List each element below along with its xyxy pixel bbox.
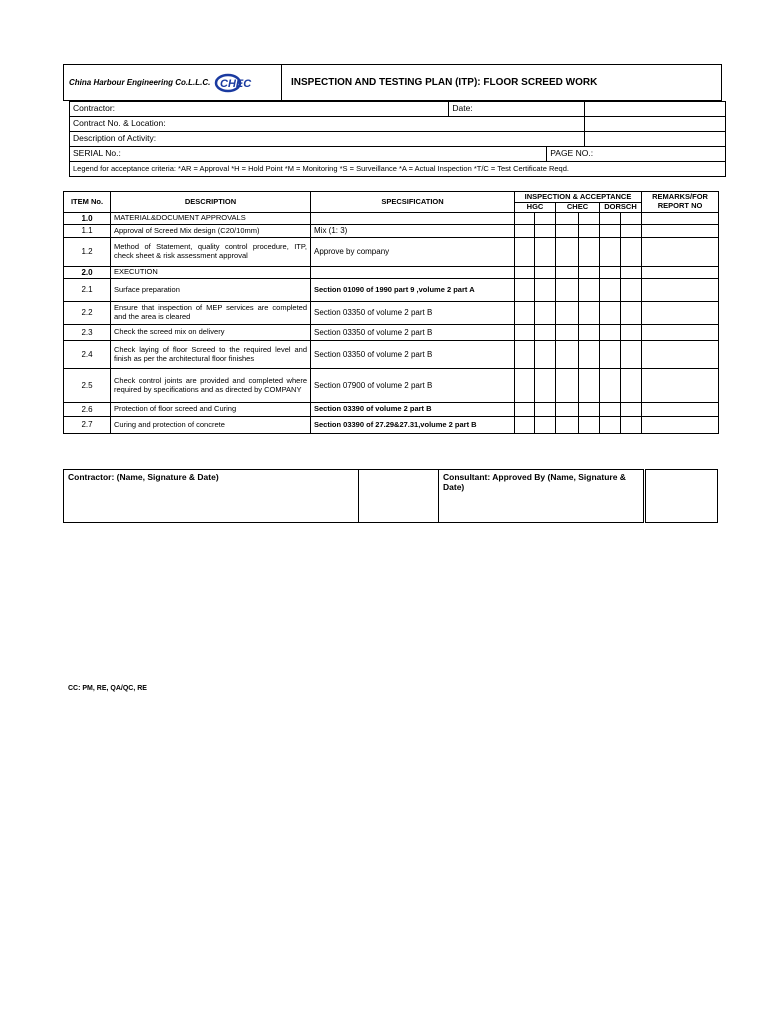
inspection-checkbox-cell[interactable] xyxy=(579,369,600,403)
inspection-checkbox-cell[interactable] xyxy=(515,267,535,279)
col-inspection: INSPECTION & ACCEPTANCE xyxy=(515,192,642,203)
item-description: Approval of Screed Mix design (C20/10mm) xyxy=(111,225,311,238)
item-description: Check control joints are provided and completed where required by specifications and as directed by COMPANY xyxy=(111,369,311,403)
chec-logo xyxy=(214,73,254,93)
item-specification: Section 03390 of volume 2 part B xyxy=(311,403,515,417)
inspection-checkbox-cell[interactable] xyxy=(515,302,535,325)
item-specification xyxy=(311,213,515,225)
item-number: 2.0 xyxy=(64,267,111,279)
inspection-checkbox-cell[interactable] xyxy=(556,238,579,267)
consultant-signature[interactable]: Consultant: Approved By (Name, Signature & Date) xyxy=(438,469,644,523)
inspection-checkbox-cell[interactable] xyxy=(600,302,621,325)
inspection-checkbox-cell[interactable] xyxy=(556,225,579,238)
inspection-checkbox-cell[interactable] xyxy=(621,225,642,238)
inspection-checkbox-cell[interactable] xyxy=(621,267,642,279)
inspection-checkbox-cell[interactable] xyxy=(600,225,621,238)
inspection-checkbox-cell[interactable] xyxy=(621,325,642,341)
inspection-checkbox-cell[interactable] xyxy=(600,369,621,403)
inspection-checkbox-cell[interactable] xyxy=(579,279,600,302)
inspection-checkbox-cell[interactable] xyxy=(579,238,600,267)
inspection-checkbox-cell[interactable] xyxy=(535,369,556,403)
col-hgc: HGC xyxy=(515,203,556,213)
inspection-checkbox-cell[interactable] xyxy=(535,213,556,225)
inspection-checkbox-cell[interactable] xyxy=(535,279,556,302)
item-number: 1.2 xyxy=(64,238,111,267)
table-row xyxy=(64,369,719,403)
item-number: 2.3 xyxy=(64,325,111,341)
remarks-cell[interactable] xyxy=(642,238,719,267)
inspection-checkbox-cell[interactable] xyxy=(556,403,579,417)
item-specification: Section 03350 of volume 2 part B xyxy=(311,325,515,341)
cc-line: CC: PM, RE, QA/QC, RE xyxy=(68,685,147,692)
inspection-checkbox-cell[interactable] xyxy=(515,325,535,341)
company-block xyxy=(64,65,282,100)
item-specification: Approve by company xyxy=(311,238,515,267)
table-row xyxy=(64,238,719,267)
activity-label: Description of Activity: xyxy=(70,132,585,147)
table-row xyxy=(64,302,719,325)
inspection-checkbox-cell[interactable] xyxy=(515,225,535,238)
col-chec: CHEC xyxy=(556,203,600,213)
col-remarks: REMARKS/FOR REPORT NO xyxy=(642,192,719,213)
table-row xyxy=(64,417,719,434)
item-description: MATERIAL&DOCUMENT APPROVALS xyxy=(111,213,311,225)
inspection-checkbox-cell[interactable] xyxy=(515,369,535,403)
remarks-cell[interactable] xyxy=(642,267,719,279)
table-row xyxy=(64,225,719,238)
inspection-checkbox-cell[interactable] xyxy=(621,279,642,302)
col-item: ITEM No. xyxy=(64,192,111,213)
inspection-checkbox-cell[interactable] xyxy=(579,341,600,369)
inspection-checkbox-cell[interactable] xyxy=(621,417,642,434)
inspection-checkbox-cell[interactable] xyxy=(515,417,535,434)
inspection-checkbox-cell[interactable] xyxy=(556,417,579,434)
table-row xyxy=(64,341,719,369)
table-row xyxy=(64,325,719,341)
inspection-checkbox-cell[interactable] xyxy=(600,238,621,267)
inspection-checkbox-cell[interactable] xyxy=(600,341,621,369)
col-dorsch: DORSCH xyxy=(600,203,642,213)
inspection-checkbox-cell[interactable] xyxy=(515,403,535,417)
item-number: 2.2 xyxy=(64,302,111,325)
table-row xyxy=(64,213,719,225)
remarks-cell[interactable] xyxy=(642,369,719,403)
inspection-checkbox-cell[interactable] xyxy=(579,417,600,434)
document-header xyxy=(63,64,722,101)
item-description: Check laying of floor Screed to the required level and finish as per the architectural floor finishes xyxy=(111,341,311,369)
item-number: 2.1 xyxy=(64,279,111,302)
remarks-cell[interactable] xyxy=(642,302,719,325)
remarks-cell[interactable] xyxy=(642,403,719,417)
inspection-checkbox-cell[interactable] xyxy=(515,238,535,267)
item-specification: Mix (1: 3) xyxy=(311,225,515,238)
inspection-checkbox-cell[interactable] xyxy=(600,403,621,417)
inspection-checkbox-cell[interactable] xyxy=(535,225,556,238)
inspection-checkbox-cell[interactable] xyxy=(600,325,621,341)
inspection-checkbox-cell[interactable] xyxy=(556,279,579,302)
contract-location-label: Contract No. & Location: xyxy=(70,117,585,132)
inspection-checkbox-cell[interactable] xyxy=(621,369,642,403)
inspection-checkbox-cell[interactable] xyxy=(556,325,579,341)
inspection-checkbox-cell[interactable] xyxy=(579,267,600,279)
inspection-checkbox-cell[interactable] xyxy=(515,279,535,302)
date-value[interactable] xyxy=(585,102,726,117)
remarks-cell[interactable] xyxy=(642,213,719,225)
remarks-cell[interactable] xyxy=(642,225,719,238)
table-row xyxy=(64,279,719,302)
info-table xyxy=(69,101,726,177)
inspection-checkbox-cell[interactable] xyxy=(600,213,621,225)
inspection-checkbox-cell[interactable] xyxy=(556,267,579,279)
remarks-cell[interactable] xyxy=(642,279,719,302)
inspection-checkbox-cell[interactable] xyxy=(600,267,621,279)
item-description: Check the screed mix on delivery xyxy=(111,325,311,341)
inspection-checkbox-cell[interactable] xyxy=(621,302,642,325)
inspection-checkbox-cell[interactable] xyxy=(579,325,600,341)
inspection-checkbox-cell[interactable] xyxy=(600,417,621,434)
company-name: China Harbour Engineering Co.L.L.C. xyxy=(69,78,211,87)
col-specification: SPECSIFICATION xyxy=(311,192,515,213)
serial-label: SERIAL No.: xyxy=(70,147,547,162)
contract-location-value[interactable] xyxy=(585,117,726,132)
item-number: 2.7 xyxy=(64,417,111,434)
col-description: DESCRIPTION xyxy=(111,192,311,213)
item-number: 2.6 xyxy=(64,403,111,417)
item-description: Protection of floor screed and Curing xyxy=(111,403,311,417)
inspection-checkbox-cell[interactable] xyxy=(556,302,579,325)
inspection-checkbox-cell[interactable] xyxy=(535,238,556,267)
item-description: EXECUTION xyxy=(111,267,311,279)
page-label: PAGE NO.: xyxy=(547,147,726,162)
inspection-checkbox-cell[interactable] xyxy=(579,213,600,225)
item-description: Ensure that inspection of MEP services are completed and the area is cleared xyxy=(111,302,311,325)
inspection-checkbox-cell[interactable] xyxy=(535,325,556,341)
legend-text: Legend for acceptance criteria: *AR = Approval *H = Hold Point *M = Monitoring *S = Surveillance *A = Actual Inspection *T/C = Test Certificate Reqd. xyxy=(70,162,726,177)
inspection-checkbox-cell[interactable] xyxy=(535,267,556,279)
inspection-checkbox-cell[interactable] xyxy=(621,403,642,417)
inspection-checkbox-cell[interactable] xyxy=(535,417,556,434)
inspection-checkbox-cell[interactable] xyxy=(600,279,621,302)
remarks-cell[interactable] xyxy=(642,325,719,341)
inspection-checkbox-cell[interactable] xyxy=(621,238,642,267)
item-specification: Section 01090 of 1990 part 9 ,volume 2 part A xyxy=(311,279,515,302)
inspection-checkbox-cell[interactable] xyxy=(556,213,579,225)
svg-text:CHEC: CHEC xyxy=(220,77,252,90)
contractor-label: Contractor: xyxy=(70,102,449,117)
item-specification: Section 07900 of volume 2 part B xyxy=(311,369,515,403)
inspection-checkbox-cell[interactable] xyxy=(515,341,535,369)
item-description: Surface preparation xyxy=(111,279,311,302)
inspection-checkbox-cell[interactable] xyxy=(579,225,600,238)
item-number: 2.5 xyxy=(64,369,111,403)
date-label: Date: xyxy=(449,102,585,117)
item-description: Method of Statement, quality control procedure, ITP, check sheet & risk assessment approval xyxy=(111,238,311,267)
signature-blank xyxy=(358,469,439,523)
table-row xyxy=(64,267,719,279)
document-title: INSPECTION AND TESTING PLAN (ITP): FLOOR SCREED WORK xyxy=(291,77,598,88)
inspection-checkbox-cell[interactable] xyxy=(621,213,642,225)
item-specification: Section 03350 of volume 2 part B xyxy=(311,302,515,325)
item-number: 1.1 xyxy=(64,225,111,238)
inspection-checkbox-cell[interactable] xyxy=(556,341,579,369)
inspection-checkbox-cell[interactable] xyxy=(535,302,556,325)
remarks-cell[interactable] xyxy=(642,417,719,434)
inspection-checkbox-cell[interactable] xyxy=(579,403,600,417)
item-specification xyxy=(311,267,515,279)
signature-remarks xyxy=(645,469,718,523)
contractor-signature[interactable]: Contractor: (Name, Signature & Date) xyxy=(63,469,359,523)
inspection-checkbox-cell[interactable] xyxy=(535,341,556,369)
itp-table xyxy=(63,191,719,434)
item-specification: Section 03390 of 27.29&27.31,volume 2 part B xyxy=(311,417,515,434)
inspection-checkbox-cell[interactable] xyxy=(535,403,556,417)
activity-value[interactable] xyxy=(585,132,726,147)
inspection-checkbox-cell[interactable] xyxy=(621,341,642,369)
item-number: 2.4 xyxy=(64,341,111,369)
inspection-checkbox-cell[interactable] xyxy=(579,302,600,325)
item-description: Curing and protection of concrete xyxy=(111,417,311,434)
item-number: 1.0 xyxy=(64,213,111,225)
table-row xyxy=(64,403,719,417)
inspection-checkbox-cell[interactable] xyxy=(556,369,579,403)
remarks-cell[interactable] xyxy=(642,341,719,369)
inspection-checkbox-cell[interactable] xyxy=(515,213,535,225)
signature-row xyxy=(63,469,718,523)
item-specification: Section 03350 of volume 2 part B xyxy=(311,341,515,369)
